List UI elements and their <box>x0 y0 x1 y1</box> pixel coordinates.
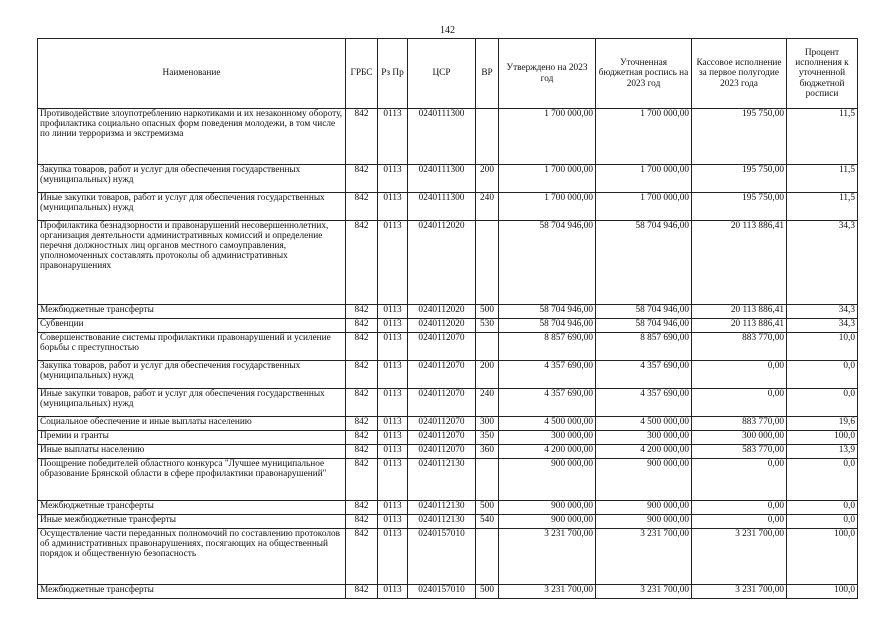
cell-csr: 0240157010 <box>408 529 476 585</box>
cell-csr: 0240112070 <box>408 389 476 417</box>
cell-vr: 500 <box>476 585 499 599</box>
cell-vr: 300 <box>476 417 499 431</box>
cell-refined: 1 700 000,00 <box>596 109 692 165</box>
header-executed: Кассовое исполнение за первое полугодие 2023 года <box>692 39 787 109</box>
cell-grbs: 842 <box>346 431 378 445</box>
cell-vr: 360 <box>476 445 499 459</box>
cell-grbs: 842 <box>346 165 378 193</box>
cell-grbs: 842 <box>346 333 378 361</box>
cell-vr: 500 <box>476 501 499 515</box>
cell-percent: 0,0 <box>787 501 858 515</box>
header-csr: ЦСР <box>408 39 476 109</box>
cell-grbs: 842 <box>346 193 378 221</box>
cell-rzpr: 0113 <box>378 501 408 515</box>
table-row <box>38 193 858 221</box>
cell-approved: 4 200 000,00 <box>499 445 596 459</box>
cell-name: Межбюджетные трансферты <box>38 305 346 319</box>
cell-name: Премии и гранты <box>38 431 346 445</box>
cell-vr <box>476 333 499 361</box>
cell-rzpr: 0113 <box>378 417 408 431</box>
cell-grbs: 842 <box>346 459 378 501</box>
cell-grbs: 842 <box>346 361 378 389</box>
cell-percent: 34,3 <box>787 305 858 319</box>
cell-executed: 3 231 700,00 <box>692 529 787 585</box>
cell-approved: 58 704 946,00 <box>499 319 596 333</box>
cell-executed: 583 770,00 <box>692 445 787 459</box>
cell-rzpr: 0113 <box>378 333 408 361</box>
table-row <box>38 389 858 417</box>
cell-executed: 20 113 886,41 <box>692 319 787 333</box>
cell-refined: 58 704 946,00 <box>596 305 692 319</box>
cell-vr <box>476 221 499 305</box>
table-row <box>38 459 858 501</box>
cell-vr <box>476 109 499 165</box>
cell-approved: 3 231 700,00 <box>499 529 596 585</box>
cell-name: Поощрение победителей областного конкурса "Лучшее муниципальное образование Брянской области в сфере профилактики правонарушений" <box>38 459 346 501</box>
cell-percent: 34,3 <box>787 319 858 333</box>
cell-csr: 0240112070 <box>408 445 476 459</box>
cell-approved: 1 700 000,00 <box>499 193 596 221</box>
cell-grbs: 842 <box>346 445 378 459</box>
cell-csr: 0240112070 <box>408 333 476 361</box>
cell-vr: 350 <box>476 431 499 445</box>
cell-csr: 0240112020 <box>408 319 476 333</box>
cell-executed: 20 113 886,41 <box>692 221 787 305</box>
cell-percent: 13,9 <box>787 445 858 459</box>
cell-vr: 500 <box>476 305 499 319</box>
cell-rzpr: 0113 <box>378 109 408 165</box>
cell-executed: 3 231 700,00 <box>692 585 787 599</box>
cell-csr: 0240112130 <box>408 501 476 515</box>
cell-refined: 1 700 000,00 <box>596 193 692 221</box>
cell-name: Социальное обеспечение и иные выплаты населению <box>38 417 346 431</box>
header-name: Наименование <box>38 39 346 109</box>
cell-grbs: 842 <box>346 529 378 585</box>
cell-executed: 300 000,00 <box>692 431 787 445</box>
header-grbs: ГРБС <box>346 39 378 109</box>
table-row <box>38 319 858 333</box>
cell-grbs: 842 <box>346 389 378 417</box>
cell-percent: 19,6 <box>787 417 858 431</box>
header-refined: Уточненная бюджетная роспись на 2023 год <box>596 39 692 109</box>
cell-refined: 3 231 700,00 <box>596 529 692 585</box>
cell-grbs: 842 <box>346 221 378 305</box>
table-row <box>38 305 858 319</box>
cell-refined: 58 704 946,00 <box>596 221 692 305</box>
cell-approved: 4 500 000,00 <box>499 417 596 431</box>
table-row <box>38 431 858 445</box>
cell-refined: 900 000,00 <box>596 459 692 501</box>
cell-rzpr: 0113 <box>378 389 408 417</box>
table-row <box>38 529 858 585</box>
cell-name: Иные закупки товаров, работ и услуг для обеспечения государственных (муниципальных) нужд <box>38 389 346 417</box>
table-row <box>38 501 858 515</box>
cell-vr: 530 <box>476 319 499 333</box>
cell-rzpr: 0113 <box>378 165 408 193</box>
cell-executed: 195 750,00 <box>692 109 787 165</box>
cell-vr <box>476 529 499 585</box>
cell-executed: 20 113 886,41 <box>692 305 787 319</box>
cell-refined: 58 704 946,00 <box>596 319 692 333</box>
cell-name: Противодействие злоупотреблению наркотиками и их незаконному обороту, профилактика социально опасных форм поведения молодежи, в том числе по линии терроризма и экстремизма <box>38 109 346 165</box>
cell-name: Межбюджетные трансферты <box>38 501 346 515</box>
table-row <box>38 221 858 305</box>
cell-vr: 240 <box>476 389 499 417</box>
cell-vr: 200 <box>476 165 499 193</box>
cell-refined: 4 357 690,00 <box>596 361 692 389</box>
cell-rzpr: 0113 <box>378 431 408 445</box>
cell-approved: 300 000,00 <box>499 431 596 445</box>
cell-percent: 0,0 <box>787 459 858 501</box>
cell-name: Иные закупки товаров, работ и услуг для обеспечения государственных (муниципальных) нужд <box>38 193 346 221</box>
cell-rzpr: 0113 <box>378 445 408 459</box>
cell-grbs: 842 <box>346 305 378 319</box>
cell-refined: 8 857 690,00 <box>596 333 692 361</box>
cell-name: Иные межбюджетные трансферты <box>38 515 346 529</box>
cell-vr <box>476 459 499 501</box>
cell-csr: 0240112020 <box>408 305 476 319</box>
cell-executed: 195 750,00 <box>692 193 787 221</box>
cell-name: Закупка товаров, работ и услуг для обеспечения государственных (муниципальных) нужд <box>38 361 346 389</box>
cell-csr: 0240112070 <box>408 361 476 389</box>
cell-percent: 10,0 <box>787 333 858 361</box>
cell-name: Осуществление части переданных полномочий по составлению протоколов об административных правонарушениях, посягающих на общественный порядок и общественную безопасность <box>38 529 346 585</box>
cell-csr: 0240112070 <box>408 417 476 431</box>
cell-rzpr: 0113 <box>378 319 408 333</box>
cell-percent: 11,5 <box>787 193 858 221</box>
cell-executed: 883 770,00 <box>692 333 787 361</box>
cell-executed: 195 750,00 <box>692 165 787 193</box>
cell-csr: 0240112130 <box>408 459 476 501</box>
cell-approved: 58 704 946,00 <box>499 221 596 305</box>
cell-refined: 900 000,00 <box>596 515 692 529</box>
cell-executed: 0,00 <box>692 459 787 501</box>
cell-name: Закупка товаров, работ и услуг для обеспечения государственных (муниципальных) нужд <box>38 165 346 193</box>
cell-grbs: 842 <box>346 501 378 515</box>
table-row <box>38 165 858 193</box>
table-row <box>38 361 858 389</box>
cell-rzpr: 0113 <box>378 459 408 501</box>
table-row <box>38 515 858 529</box>
table-header-row <box>38 39 858 109</box>
cell-name: Совершенствование системы профилактики правонарушений и усиление борьбы с преступностью <box>38 333 346 361</box>
cell-grbs: 842 <box>346 585 378 599</box>
cell-refined: 1 700 000,00 <box>596 165 692 193</box>
cell-approved: 8 857 690,00 <box>499 333 596 361</box>
cell-rzpr: 0113 <box>378 193 408 221</box>
cell-grbs: 842 <box>346 109 378 165</box>
cell-refined: 3 231 700,00 <box>596 585 692 599</box>
cell-approved: 4 357 690,00 <box>499 389 596 417</box>
cell-percent: 0,0 <box>787 361 858 389</box>
cell-rzpr: 0113 <box>378 585 408 599</box>
cell-refined: 4 200 000,00 <box>596 445 692 459</box>
cell-vr: 540 <box>476 515 499 529</box>
cell-approved: 900 000,00 <box>499 501 596 515</box>
cell-approved: 3 231 700,00 <box>499 585 596 599</box>
cell-vr: 200 <box>476 361 499 389</box>
cell-refined: 900 000,00 <box>596 501 692 515</box>
cell-rzpr: 0113 <box>378 361 408 389</box>
cell-refined: 300 000,00 <box>596 431 692 445</box>
cell-executed: 0,00 <box>692 361 787 389</box>
cell-rzpr: 0113 <box>378 221 408 305</box>
table-row <box>38 417 858 431</box>
cell-csr: 0240112130 <box>408 515 476 529</box>
cell-executed: 0,00 <box>692 515 787 529</box>
budget-table <box>37 38 858 599</box>
cell-name: Межбюджетные трансферты <box>38 585 346 599</box>
cell-percent: 34,3 <box>787 221 858 305</box>
table-row <box>38 445 858 459</box>
header-approved: Утверждено на 2023 год <box>499 39 596 109</box>
cell-executed: 883 770,00 <box>692 417 787 431</box>
cell-rzpr: 0113 <box>378 515 408 529</box>
header-rzpr: Рз Пр <box>378 39 408 109</box>
cell-approved: 1 700 000,00 <box>499 165 596 193</box>
cell-approved: 4 357 690,00 <box>499 361 596 389</box>
cell-executed: 0,00 <box>692 389 787 417</box>
cell-approved: 58 704 946,00 <box>499 305 596 319</box>
cell-refined: 4 357 690,00 <box>596 389 692 417</box>
cell-name: Иные выплаты населению <box>38 445 346 459</box>
cell-grbs: 842 <box>346 417 378 431</box>
cell-name: Профилактика безнадзорности и правонарушений несовершеннолетних, организация деятельности административных комиссий и определение перечня должностных лиц органов местного самоуправления, уполномоченных составлять протоколы об административных правонарушениях <box>38 221 346 305</box>
cell-percent: 100,0 <box>787 585 858 599</box>
cell-csr: 0240111300 <box>408 109 476 165</box>
cell-rzpr: 0113 <box>378 529 408 585</box>
cell-executed: 0,00 <box>692 501 787 515</box>
cell-rzpr: 0113 <box>378 305 408 319</box>
cell-approved: 900 000,00 <box>499 515 596 529</box>
cell-csr: 0240111300 <box>408 165 476 193</box>
cell-csr: 0240112070 <box>408 431 476 445</box>
table-row <box>38 109 858 165</box>
cell-percent: 100,0 <box>787 529 858 585</box>
cell-percent: 0,0 <box>787 515 858 529</box>
cell-percent: 11,5 <box>787 165 858 193</box>
cell-grbs: 842 <box>346 319 378 333</box>
header-vr: ВР <box>476 39 499 109</box>
cell-percent: 11,5 <box>787 109 858 165</box>
cell-refined: 4 500 000,00 <box>596 417 692 431</box>
cell-approved: 900 000,00 <box>499 459 596 501</box>
cell-csr: 0240111300 <box>408 193 476 221</box>
cell-percent: 100,0 <box>787 431 858 445</box>
table-row <box>38 333 858 361</box>
table-body <box>38 109 858 599</box>
cell-vr: 240 <box>476 193 499 221</box>
table-row <box>38 585 858 599</box>
cell-grbs: 842 <box>346 515 378 529</box>
cell-csr: 0240112020 <box>408 221 476 305</box>
cell-name: Субвенции <box>38 319 346 333</box>
page-number: 142 <box>440 25 455 36</box>
cell-csr: 0240157010 <box>408 585 476 599</box>
cell-percent: 0,0 <box>787 389 858 417</box>
header-percent: Процент исполнения к уточненной бюджетной росписи <box>787 39 858 109</box>
cell-approved: 1 700 000,00 <box>499 109 596 165</box>
